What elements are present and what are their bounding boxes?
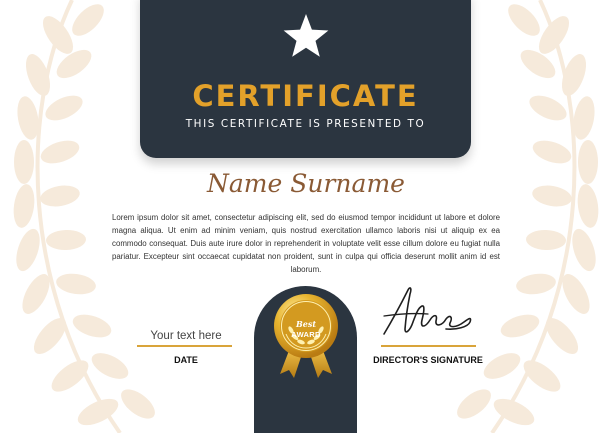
certificate-title: CERTIFICATE <box>192 79 419 113</box>
medal-award-text: AWARD <box>291 330 321 339</box>
recipient-name: Name Surname <box>207 169 405 198</box>
certificate-subtitle: THIS CERTIFICATE IS PRESENTED TO <box>185 118 426 130</box>
date-label: DATE <box>174 355 198 365</box>
star-icon <box>282 12 330 60</box>
date-value: Your text here <box>150 330 222 342</box>
medal-best-text: Best <box>295 319 317 329</box>
director-signature <box>378 286 476 342</box>
signature-label: DIRECTOR'S SIGNATURE <box>373 355 483 365</box>
signature-line <box>381 345 476 347</box>
certificate-body-text: Lorem ipsum dolor sit amet, consectetur adipiscing elit, sed do eiusmod tempor incididunt ut labore et dolore magna aliqua. Ut enim ad minim veniam, quis nostrud exercitation ullamco laboris nisi ut aliquip ex ea commodo consequat. Duis aute irure dolor in reprehenderit in voluptate velit esse cillum dolore eu fugiat nulla pariatur. Excepteur sint occaecat cupidatat non proident, sunt in culpa qui officia deserunt mollit anim id est laborum. <box>112 213 500 274</box>
date-line <box>137 345 232 347</box>
